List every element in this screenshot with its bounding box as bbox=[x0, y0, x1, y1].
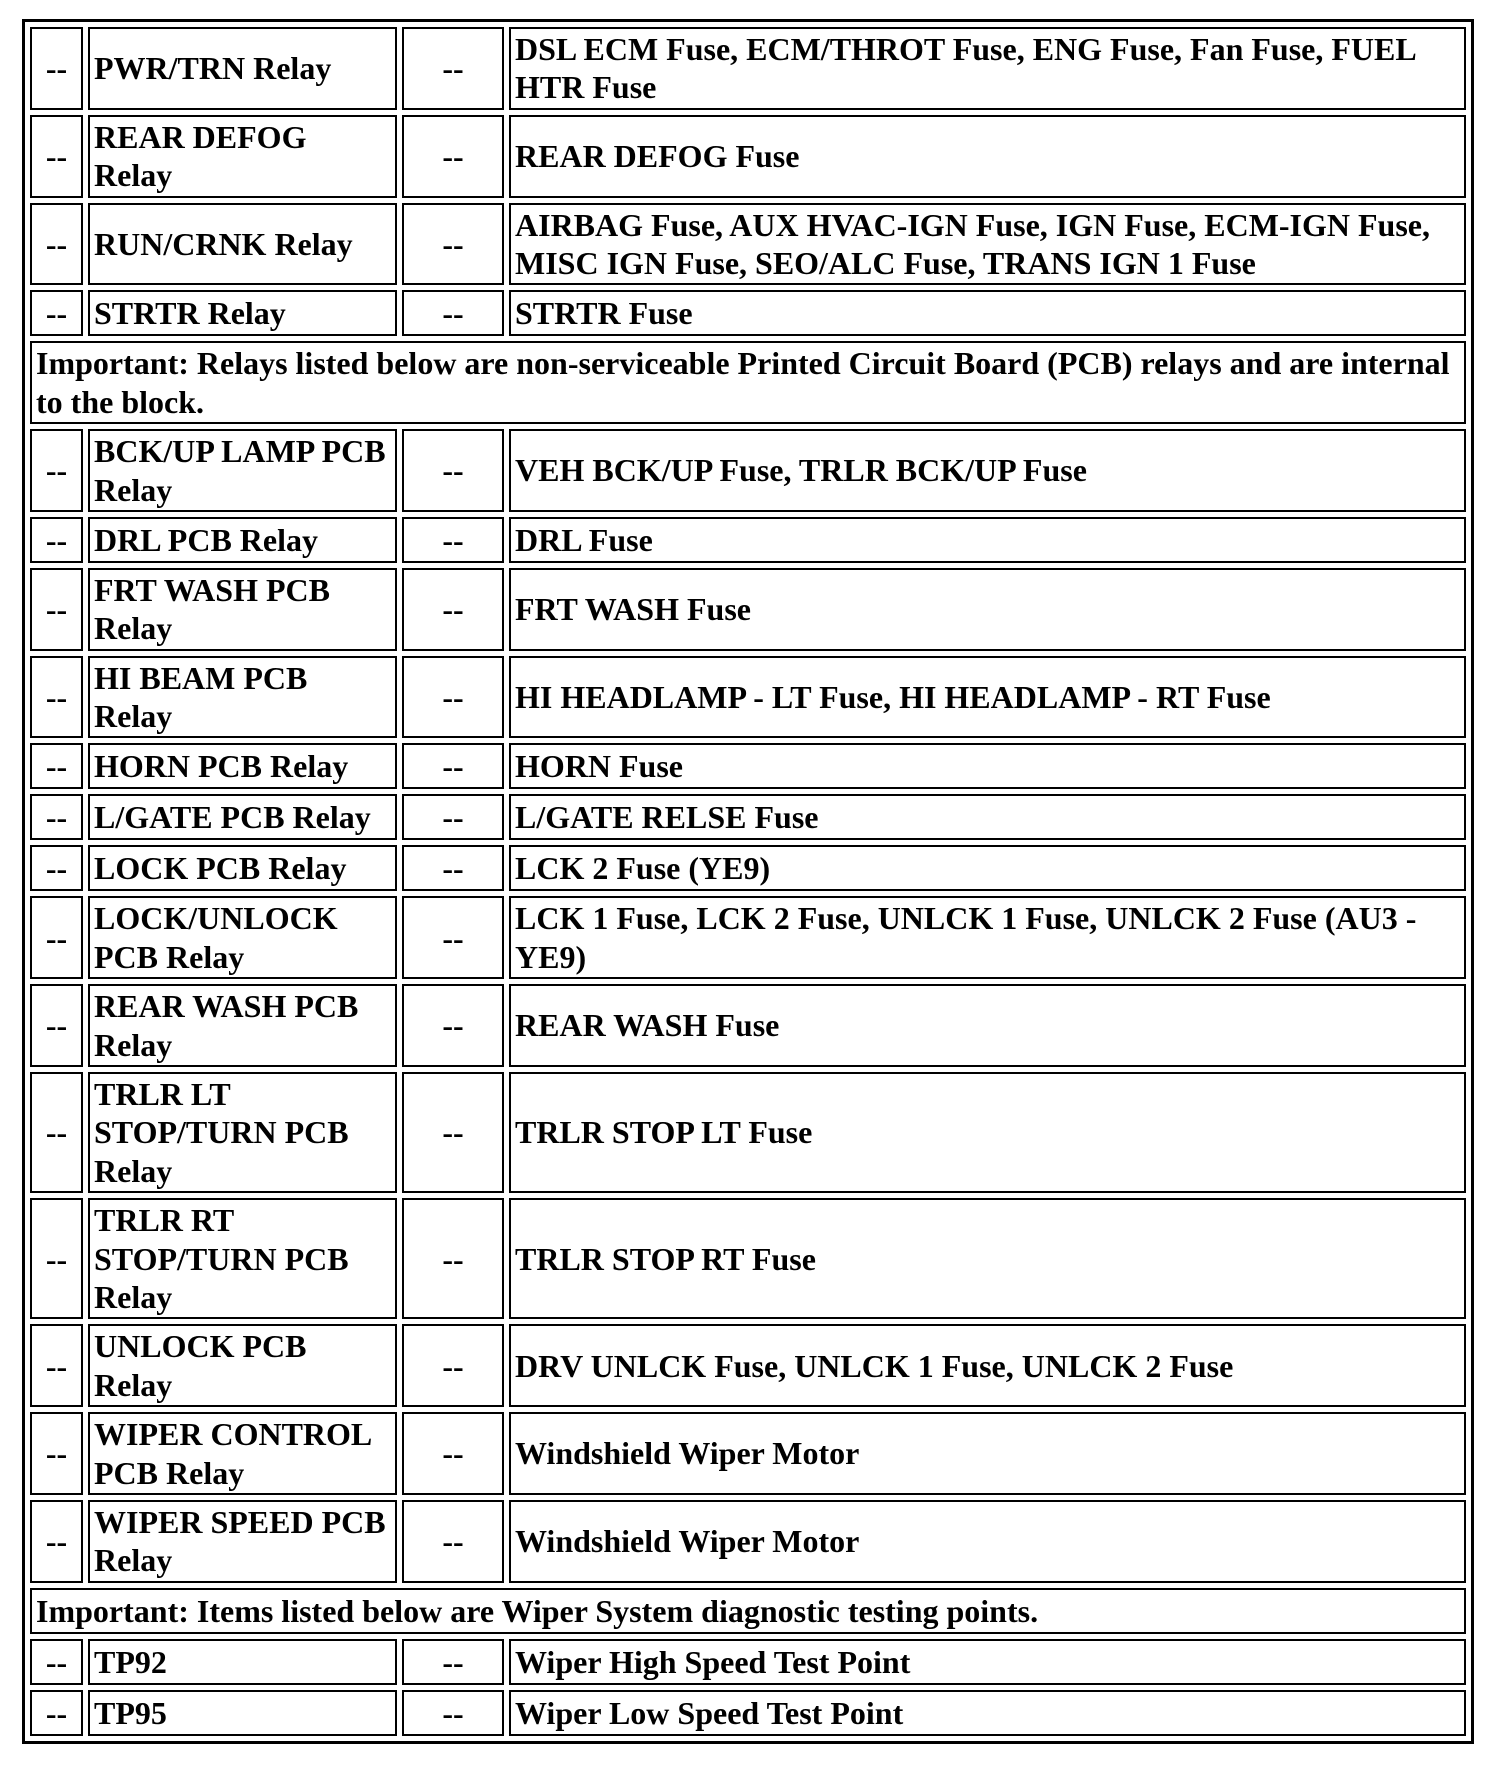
cavity-cell: -- bbox=[30, 203, 83, 286]
cavity-cell: -- bbox=[30, 794, 83, 840]
table-row bbox=[30, 429, 1466, 512]
rating-cell: -- bbox=[402, 203, 504, 286]
table-row bbox=[30, 517, 1466, 563]
cavity-cell: -- bbox=[30, 1198, 83, 1319]
description-cell: REAR DEFOG Fuse bbox=[509, 115, 1466, 198]
cavity-cell: -- bbox=[30, 1072, 83, 1193]
description-cell: HI HEADLAMP - LT Fuse, HI HEADLAMP - RT Fuse bbox=[509, 656, 1466, 739]
description-cell: TRLR STOP RT Fuse bbox=[509, 1198, 1466, 1319]
cavity-cell: -- bbox=[30, 1324, 83, 1407]
cavity-cell: -- bbox=[30, 568, 83, 651]
table-row bbox=[30, 656, 1466, 739]
description-cell: L/GATE RELSE Fuse bbox=[509, 794, 1466, 840]
rating-cell: -- bbox=[402, 1324, 504, 1407]
description-cell: Wiper High Speed Test Point bbox=[509, 1639, 1466, 1685]
relay-name-cell: HORN PCB Relay bbox=[88, 743, 397, 789]
relay-name-cell: TRLR LT STOP/TURN PCB Relay bbox=[88, 1072, 397, 1193]
description-cell: FRT WASH Fuse bbox=[509, 568, 1466, 651]
relay-name-cell: TP95 bbox=[88, 1690, 397, 1736]
relay-name-cell: LOCK/UNLOCK PCB Relay bbox=[88, 896, 397, 979]
relay-name-cell: DRL PCB Relay bbox=[88, 517, 397, 563]
relay-name-cell: REAR DEFOG Relay bbox=[88, 115, 397, 198]
table-row bbox=[30, 794, 1466, 840]
description-cell: DRL Fuse bbox=[509, 517, 1466, 563]
relay-name-cell: FRT WASH PCB Relay bbox=[88, 568, 397, 651]
rating-cell: -- bbox=[402, 743, 504, 789]
description-cell: Wiper Low Speed Test Point bbox=[509, 1690, 1466, 1736]
rating-cell: -- bbox=[402, 27, 504, 110]
rating-cell: -- bbox=[402, 1198, 504, 1319]
rating-cell: -- bbox=[402, 1072, 504, 1193]
relay-name-cell: PWR/TRN Relay bbox=[88, 27, 397, 110]
cavity-cell: -- bbox=[30, 1500, 83, 1583]
important-note: Important: Relays listed below are non-serviceable Printed Circuit Board (PCB) relays and are internal to the block. bbox=[30, 341, 1466, 424]
table-row bbox=[30, 115, 1466, 198]
relay-name-cell: HI BEAM PCB Relay bbox=[88, 656, 397, 739]
rating-cell: -- bbox=[402, 568, 504, 651]
description-cell: HORN Fuse bbox=[509, 743, 1466, 789]
cavity-cell: -- bbox=[30, 656, 83, 739]
rating-cell: -- bbox=[402, 1690, 504, 1736]
description-cell: Windshield Wiper Motor bbox=[509, 1412, 1466, 1495]
table-row bbox=[30, 203, 1466, 286]
relay-name-cell: UNLOCK PCB Relay bbox=[88, 1324, 397, 1407]
rating-cell: -- bbox=[402, 656, 504, 739]
table-row bbox=[30, 1324, 1466, 1407]
relay-name-cell: TRLR RT STOP/TURN PCB Relay bbox=[88, 1198, 397, 1319]
rating-cell: -- bbox=[402, 115, 504, 198]
relay-name-cell: TP92 bbox=[88, 1639, 397, 1685]
rating-cell: -- bbox=[402, 1500, 504, 1583]
note-row bbox=[30, 341, 1466, 424]
table-body bbox=[30, 27, 1466, 1736]
description-cell: AIRBAG Fuse, AUX HVAC-IGN Fuse, IGN Fuse, ECM-IGN Fuse, MISC IGN Fuse, SEO/ALC Fuse, TRANS IGN 1 Fuse bbox=[509, 203, 1466, 286]
relay-name-cell: BCK/UP LAMP PCB Relay bbox=[88, 429, 397, 512]
description-cell: Windshield Wiper Motor bbox=[509, 1500, 1466, 1583]
rating-cell: -- bbox=[402, 845, 504, 891]
cavity-cell: -- bbox=[30, 1690, 83, 1736]
rating-cell: -- bbox=[402, 794, 504, 840]
rating-cell: -- bbox=[402, 896, 504, 979]
cavity-cell: -- bbox=[30, 115, 83, 198]
relay-name-cell: WIPER CONTROL PCB Relay bbox=[88, 1412, 397, 1495]
description-cell: LCK 1 Fuse, LCK 2 Fuse, UNLCK 1 Fuse, UNLCK 2 Fuse (AU3 - YE9) bbox=[509, 896, 1466, 979]
rating-cell: -- bbox=[402, 1639, 504, 1685]
rating-cell: -- bbox=[402, 984, 504, 1067]
rating-cell: -- bbox=[402, 1412, 504, 1495]
relay-name-cell: STRTR Relay bbox=[88, 290, 397, 336]
description-cell: DSL ECM Fuse, ECM/THROT Fuse, ENG Fuse, Fan Fuse, FUEL HTR Fuse bbox=[509, 27, 1466, 110]
table-row bbox=[30, 743, 1466, 789]
relay-name-cell: RUN/CRNK Relay bbox=[88, 203, 397, 286]
description-cell: LCK 2 Fuse (YE9) bbox=[509, 845, 1466, 891]
description-cell: DRV UNLCK Fuse, UNLCK 1 Fuse, UNLCK 2 Fuse bbox=[509, 1324, 1466, 1407]
table-row bbox=[30, 1198, 1466, 1319]
table-row bbox=[30, 1500, 1466, 1583]
relay-name-cell: REAR WASH PCB Relay bbox=[88, 984, 397, 1067]
note-row bbox=[30, 1588, 1466, 1634]
rating-cell: -- bbox=[402, 429, 504, 512]
table-row bbox=[30, 896, 1466, 979]
description-cell: TRLR STOP LT Fuse bbox=[509, 1072, 1466, 1193]
description-cell: VEH BCK/UP Fuse, TRLR BCK/UP Fuse bbox=[509, 429, 1466, 512]
table-row bbox=[30, 568, 1466, 651]
cavity-cell: -- bbox=[30, 743, 83, 789]
cavity-cell: -- bbox=[30, 984, 83, 1067]
table-row bbox=[30, 1412, 1466, 1495]
cavity-cell: -- bbox=[30, 1412, 83, 1495]
fuse-relay-table bbox=[22, 19, 1474, 1744]
relay-name-cell: WIPER SPEED PCB Relay bbox=[88, 1500, 397, 1583]
table-row bbox=[30, 1639, 1466, 1685]
cavity-cell: -- bbox=[30, 429, 83, 512]
table-row bbox=[30, 290, 1466, 336]
relay-name-cell: LOCK PCB Relay bbox=[88, 845, 397, 891]
important-note: Important: Items listed below are Wiper System diagnostic testing points. bbox=[30, 1588, 1466, 1634]
cavity-cell: -- bbox=[30, 290, 83, 336]
rating-cell: -- bbox=[402, 517, 504, 563]
cavity-cell: -- bbox=[30, 1639, 83, 1685]
table-row bbox=[30, 845, 1466, 891]
cavity-cell: -- bbox=[30, 27, 83, 110]
table-row bbox=[30, 1690, 1466, 1736]
description-cell: STRTR Fuse bbox=[509, 290, 1466, 336]
cavity-cell: -- bbox=[30, 896, 83, 979]
table-row bbox=[30, 27, 1466, 110]
cavity-cell: -- bbox=[30, 517, 83, 563]
table-row bbox=[30, 1072, 1466, 1193]
description-cell: REAR WASH Fuse bbox=[509, 984, 1466, 1067]
rating-cell: -- bbox=[402, 290, 504, 336]
relay-name-cell: L/GATE PCB Relay bbox=[88, 794, 397, 840]
table-row bbox=[30, 984, 1466, 1067]
cavity-cell: -- bbox=[30, 845, 83, 891]
